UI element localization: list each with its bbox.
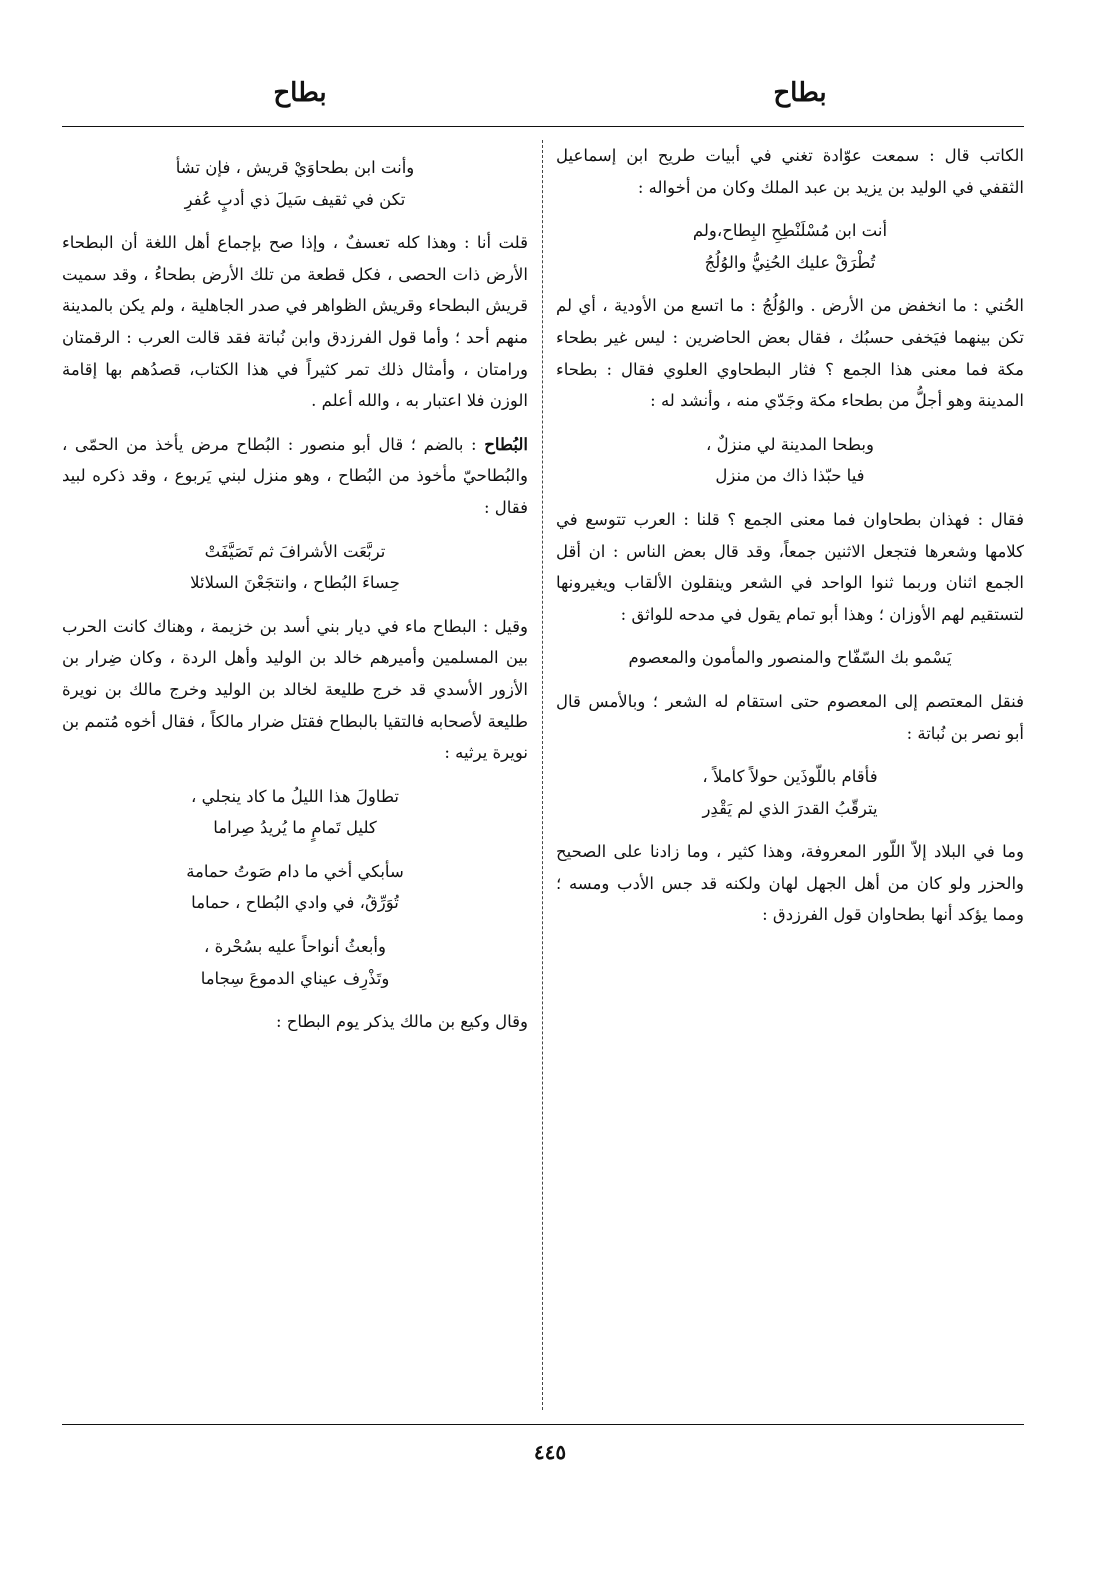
header-word-left: بطاح <box>273 78 327 108</box>
verse-line: سأبكي أخي ما دام صَوتُ حمامة <box>186 861 404 881</box>
paragraph <box>556 686 1024 749</box>
verse <box>62 152 528 215</box>
paragraph <box>62 227 528 417</box>
paragraph <box>62 429 528 524</box>
paragraph-text: وما في البلاد إلاّ اللّور المعروفة، وهذا كثير ، وما زادنا على الصحيح والحزر ولو كان من أهل الجهل لهان ولكنه قد جس الأدب ومسه ؛ ومما يؤكد أنها بطحاوان قول الفرزدق : <box>556 842 1024 925</box>
verse-line: حِساءَ البُطاح ، وانتجَعْنَ السلائلا <box>190 573 400 593</box>
paragraph-text: وقيل : البطاح ماء في ديار بني أسد بن خزيمة ، وهناك كانت الحرب بين المسلمين وأميرهم خالد بن الوليد وأهل الردة ، وكان ضِرار بن الأزور الأسدي قد خرج طليعة لخالد بن الوليد وخرج مالك بن نويرة طليعة لأصحابه فالتقيا بالبطاح فقتل ضرار مالكاً ، فقال أخوه مُتمم بن نويرة يرثيه : <box>62 616 528 763</box>
verse <box>556 429 1024 492</box>
verse <box>62 931 528 994</box>
verse <box>62 856 528 919</box>
paragraph-text: وقال وكيع بن مالك يذكر يوم البطاح : <box>275 1012 528 1032</box>
paragraph-text: : بالضم ؛ قال أبو منصور : البُطاح مرض يأخذ من الحمّى ، والبُطاحيّ مأخوذ من البُطاح ، وهو منزل لبني يَربوع ، وقد ذكره لبيد فقال : <box>62 434 528 517</box>
verse-line: يترقّبُ القدرَ الذي لم يَقْدِر <box>702 798 878 818</box>
paragraph <box>556 836 1024 931</box>
paragraph <box>556 290 1024 416</box>
verse <box>556 215 1024 278</box>
verse <box>62 781 528 844</box>
right-column <box>556 140 1024 1415</box>
paragraph <box>556 140 1024 203</box>
verse-line: وبطحا المدينة لي منزلٌ ، <box>706 434 874 454</box>
paragraph-text: الكاتب قال : سمعت عوّادة تغني في أبيات طريح ابن إسماعيل الثقفي في الوليد بن يزيد بن عبد الملك وكان من أخواله : <box>556 146 1024 197</box>
paragraph-text: فنقل المعتصم إلى المعصوم حتى استقام له الشعر ؛ وبالأمس قال أبو نصر بن نُباتة : <box>556 691 1024 743</box>
header-rule <box>62 126 1024 127</box>
verse-line: تربَّعَت الأشرافَ ثم تَصَيَّفَتْ <box>204 541 386 561</box>
header-word-right: بطاح <box>773 78 827 108</box>
verse-line: فيا حبّذا ذاك من منزل <box>715 466 865 486</box>
paragraph-text: قلت أنا : وهذا كله تعسفٌ ، وإذا صح بإجماع أهل اللغة أن البطحاء الأرض ذات الحصى ، فكل قطعة من تلك الأرض بطحاءُ ، وقد سميت قريش البطحاء وقريش الظواهر في صدر الجاهلية ، ولم يكن بالمدينة منهم أحد ؛ وأما قول الفرزدق وابن نُباتة فقد قالت العرب : الرقمتان ورامتان ، وأمثال ذلك تمر كثيراً في هذا الكتاب، قصدُهم بها إقامة الوزن فلا اعتبار به ، والله أعلم . <box>62 233 528 411</box>
paragraph <box>62 1006 528 1038</box>
verse-line: وأبعثُ أنواحاً عليه بسُحْرة ، <box>204 937 386 957</box>
verse-line: تطاولَ هذا الليلُ ما كاد ينجلي ، <box>191 786 399 806</box>
paragraph-text: الحُني : ما انخفض من الأرض . والوُلُجُ : ما اتسع من الأودية ، أي لم تكن بينهما فيَخفى حسبُك ، فقال بعض الحاضرين : ليس غير بطحاء مكة فما معنى هذا الجمع ؟ فثار البطحاوي العلوي فقال : بطحاء المدينة وهو أجلُّ من بطحاء مكة وجَدّي منه ، وأنشد له : <box>556 296 1024 411</box>
verse-line: تُوَرِّقُ، في وادي البُطاح ، حماما <box>191 893 399 913</box>
verse-line: تكن في ثقيف سَيلَ ذي أدبٍ عُفرِ <box>184 189 406 209</box>
verse-line: وتَذْرِف عيناي الدموعَ سِجاما <box>200 968 390 988</box>
entry-term: البُطاح <box>484 434 528 454</box>
verse <box>556 761 1024 824</box>
left-column <box>62 140 528 1415</box>
verse-line: تُطْرَقْ عليك الحُنِيُّ والوُلُجُ <box>704 252 876 272</box>
verse-line: أنت ابن مُسْلَنْطِحِ البِطاح،ولم <box>692 221 888 241</box>
column-divider <box>542 140 543 1410</box>
verse-line: كليل تَمامٍ ما يُريدُ صِراما <box>213 818 377 838</box>
footer-rule <box>62 1424 1024 1425</box>
paragraph <box>62 611 528 769</box>
verse <box>556 642 1024 674</box>
page-number: ٤٤٥ <box>533 1440 567 1464</box>
verse <box>62 536 528 599</box>
paragraph-text: فقال : فهذان بطحاوان فما معنى الجمع ؟ قلنا : العرب تتوسع في كلامها وشعرها فتجعل الاثنين جمعاً، وقد قال بعض الناس : ان أقل الجمع اثنان وربما ثنوا الواحد في الشعر وينقلون الألقاب ويغيرونها لتستقيم لهم الأوزان ؛ وهذا أبو تمام يقول في مدحه للواثق : <box>556 509 1024 624</box>
verse-line: وأنت ابن بطحاوَيْ قريش ، فإن تشأ <box>175 158 415 177</box>
paragraph <box>556 504 1024 630</box>
verse-line: فأقام باللّوذَين حولاً كاملاً ، <box>702 767 878 787</box>
verse-line: يَسْمو بك السّفّاح والمنصور والمأمون والمعصوم <box>628 648 952 668</box>
